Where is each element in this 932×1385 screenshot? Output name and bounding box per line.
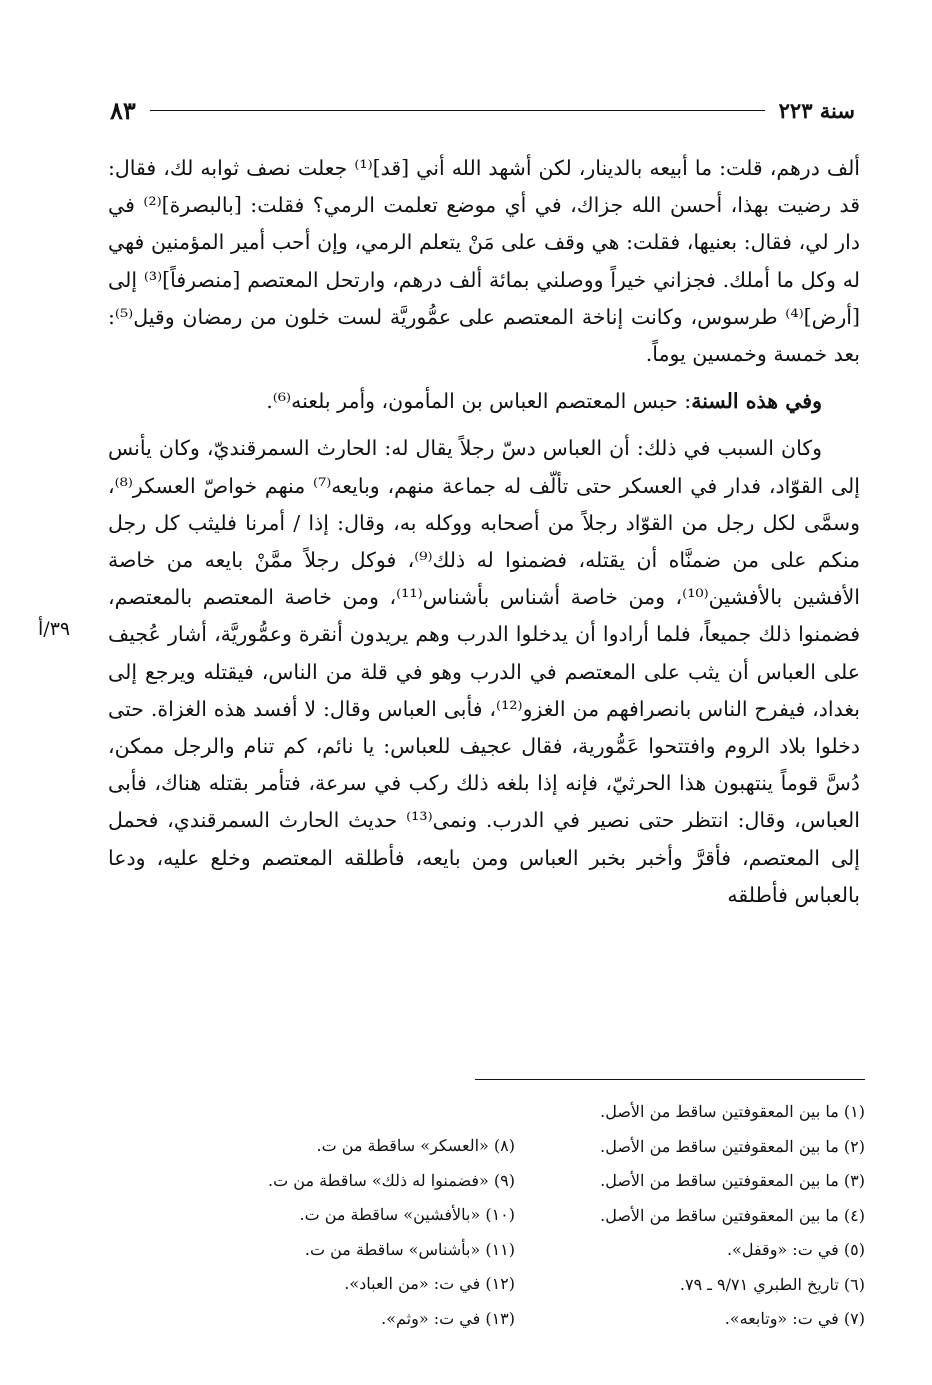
footnote-item: (١٢) في ت: «من العباد». (344, 1274, 515, 1293)
footnotes-left-column (155, 1129, 515, 1336)
footnote-item: (٣) ما بين المعقوفتين ساقط من الأصل. (600, 1171, 865, 1190)
footnote-item: (١١) «بأشناس» ساقطة من ت. (304, 1239, 515, 1259)
main-text (108, 150, 860, 914)
footnote-item: (١٠) «بالأفشين» ساقطة من ت. (299, 1205, 515, 1224)
footnote-item: (٢) ما بين المعقوفتين ساقط من الأصل. (600, 1136, 865, 1156)
footnote-item: (٨) «العسكر» ساقطة من ت. (316, 1136, 515, 1155)
paragraph-1: ألف درهم، قلت: ما أبيعه بالدينار، لكن أشهد الله أني [قد]⁽¹⁾ جعلت نصف ثوابه لك، فقال: قد رضيت بهذا، أحسن الله جزاك، في أي موضع تعلمت الرمي؟ فقلت: [بالبصرة]⁽²⁾ في دار لي، فقال: بعنيها، فقلت: هي وقف على مَنْ يتعلم الرمي، وإن أحب أمير المؤمنين فهي له وكل ما أملك. فجزاني خيراً ووصلني بمائة ألف درهم، وارتحل المعتصم [منصرفاً]⁽³⁾ إلى [أرض]⁽⁴⁾ طرسوس، وكانت إناخة المعتصم على عمُّوريَّة لست خلون من رمضان وقيل⁽⁵⁾: بعد خمسة وخمسين يوماً. (108, 156, 861, 367)
section-lead: وفي هذه السنة (691, 389, 822, 414)
paragraph-2-text: وكان السبب في ذلك: أن العباس دسّ رجلاً يقال له: الحارث السمرقنديّ، وكان يأنس إلى القوّاد، فدار في العسكر حتى تألّف له جماعة منهم، وبايعه⁽⁷⁾ منهم خواصّ العسكر⁽⁸⁾، وسمَّى لكل رجل من القوّاد رجلاً من أصحابه ووكله به، وقال: إذا / أمرنا فليثب كل رجل منكم على من ضمنَّاه أن يقتله، فضمنوا له ذلك⁽⁹⁾، فوكل رجلاً ممَّنْ بايعه من خاصة الأفشين بالأفشين⁽¹⁰⁾، ومن خاصة أشناس بأشناس⁽¹¹⁾، ومن خاصة المعتصم بالمعتصم، فضمنوا ذلك جميعاً، فلما أرادوا أن يدخلوا الدرب وهم يريدون أنقرة وعمُّوريَّة، أشار عُجيف على العباس أن يثب على المعتصم في الدرب وهو في قلة من الناس، فيقتله ويرجع إلى بغداد، فيفرح الناس بانصرافهم من الغزو⁽¹²⁾، فأبى العباس وقال: لا أفسد هذه الغزاة. حتى دخلوا بلاد الروم وافتتحوا عَمُّورية، فقال عجيف للعباس: يا نائم، كم تنام والرجل ممكن، دُسَّ قوماً ينتهبون هذا الحرثيّ، فإنه إذا بلغه ذلك ركب في سرعة، فتأمر بقتله هناك، فأبى العباس، وقال: انتظر حتى نصير في الدرب. ونمى⁽¹³⁾ حديث الحارث السمرقندي، فحمل إلى المعتصم، فأقرَّ وأخبر بخبر العباس ومن بايعه، فأطلقه المعتصم وخلع عليه، ودعا بالعباس فأطلقه (108, 436, 861, 907)
footnote-item: (٥) في ت: «وقفل». (726, 1240, 865, 1259)
footnote-item: (١) ما بين المعقوفتين ساقط من الأصل. (600, 1102, 865, 1121)
page-number: ٨٣ (110, 95, 136, 125)
footnote-item: (٧) في ت: «وتابعه». (724, 1309, 865, 1328)
footnote-rule (475, 1079, 865, 1080)
header-rule (150, 110, 765, 111)
footnote-item: (٦) تاريخ الطبري ٩/٧١ ـ ٧٩. (679, 1274, 865, 1294)
footnote-item: (٤) ما بين المعقوفتين ساقط من الأصل. (600, 1205, 865, 1225)
footnote-item: (٩) «فضمنوا له ذلك» ساقطة من ت. (268, 1170, 515, 1190)
page-header (110, 90, 855, 130)
section-paragraph (108, 383, 860, 420)
footnotes-right-column (505, 1095, 865, 1337)
paragraph-2 (108, 430, 860, 914)
manuscript-folio-note: ٣٩/أ (38, 618, 71, 640)
section-text: : حبس المعتصم العباس بن المأمون، وأمر بلعنه⁽⁶⁾. (266, 389, 692, 414)
footnote-item: (١٣) في ت: «وثم». (381, 1308, 515, 1328)
running-head-year: سنة ٢٢٣ (778, 97, 855, 123)
